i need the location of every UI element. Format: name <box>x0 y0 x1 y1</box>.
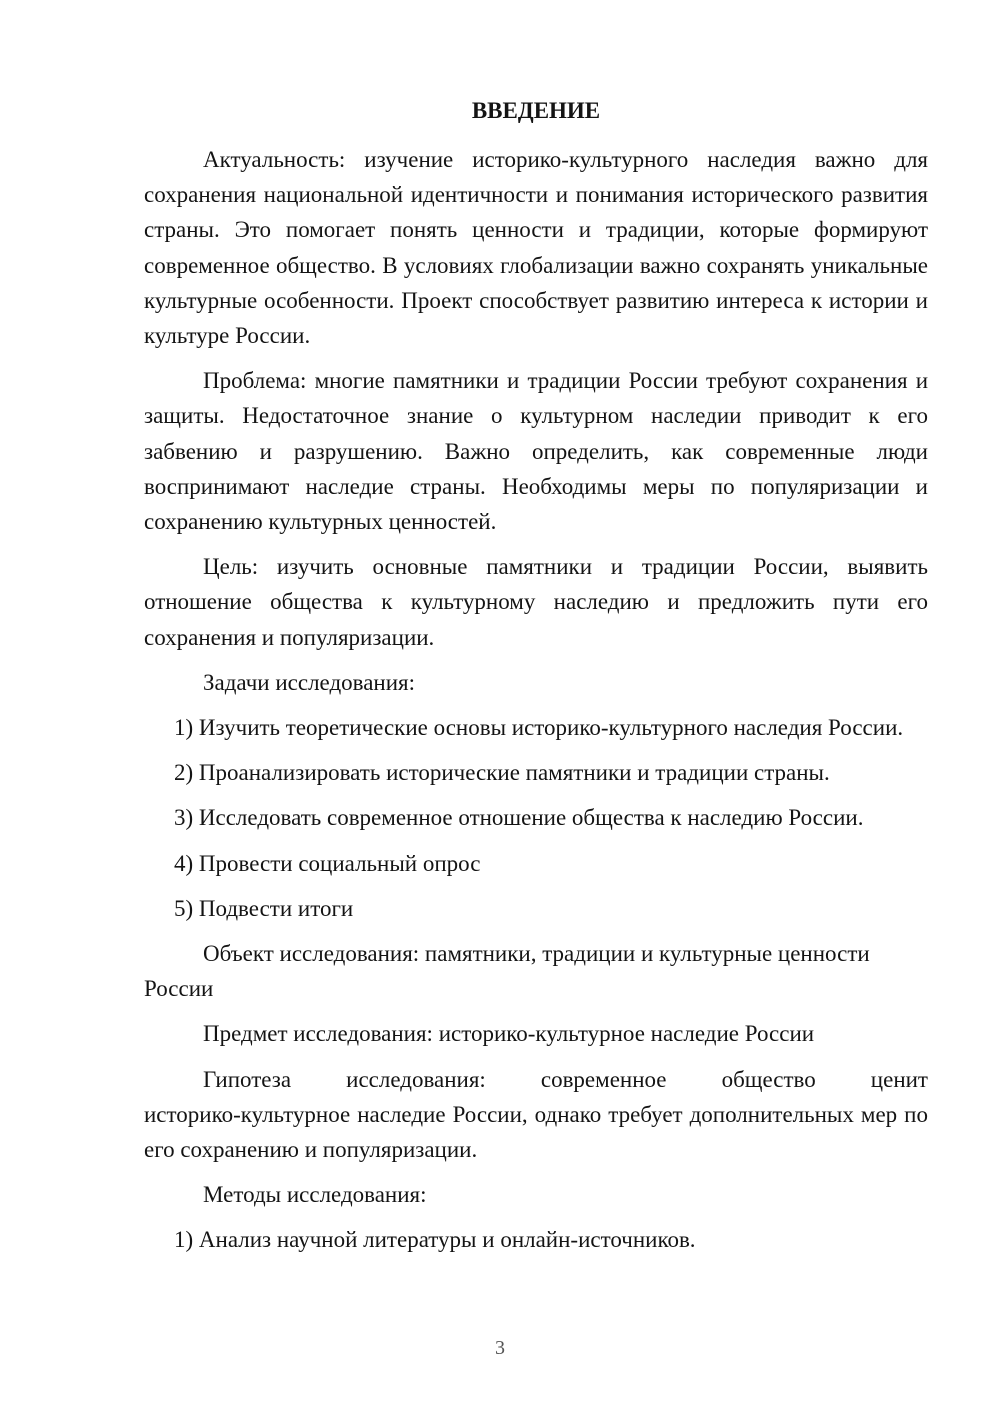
document-body <box>144 142 928 1268</box>
subject-paragraph: Предмет исследования: историко-культурное наследие России <box>203 1021 815 1047</box>
hypothesis-line-1: Гипотеза исследования: современное общество ценит <box>203 1066 928 1092</box>
page-title: ВВЕДЕНИЕ <box>471 98 601 123</box>
page-number: 3 <box>495 1337 505 1359</box>
problem-paragraph: Проблема: многие памятники и традиции России требуют сохранения и защиты. Недостаточное знание о культурном наследии приводит к его забвению и разрушению. Важно определить, как современные люди воспринимают наследие страны. Необходимы меры по популяризации и сохранению культурных ценностей. <box>144 368 928 535</box>
hypothesis-rest: историко-культурное наследие России, однако требует дополнительных мер по его сохранению и популяризации. <box>144 1101 928 1163</box>
task-item-4: 4) Провести социальный опрос <box>174 850 481 876</box>
methods-title: Методы исследования: <box>203 1182 427 1208</box>
method-item-1: 1) Анализ научной литературы и онлайн-источников. <box>174 1227 696 1253</box>
object-paragraph: Объект исследования: памятники, традиции и культурные ценности России <box>144 941 870 1002</box>
relevance-paragraph: Актуальность: изучение историко-культурного наследия важно для сохранения национальной идентичности и понимания исторического развития страны. Это помогает понять ценности и традиции, которые формируют современное общество. В условиях глобализации важно сохранять уникальные культурные особенности. Проект способствует развитию интереса к истории и культуре России. <box>144 147 928 349</box>
task-item-5: 5) Подвести итоги <box>174 895 354 921</box>
hypothesis-paragraph <box>144 1062 928 1168</box>
task-item-2: 2) Проанализировать исторические памятники и традиции страны. <box>174 760 830 786</box>
task-item-1: 1) Изучить теоретические основы историко-культурного наследия России. <box>174 715 904 741</box>
goal-paragraph: Цель: изучить основные памятники и традиции России, выявить отношение общества к культурному наследию и предложить пути его сохранения и популяризации. <box>144 554 928 650</box>
task-item-3: 3) Исследовать современное отношение общества к наследию России. <box>174 805 864 831</box>
tasks-title: Задачи исследования: <box>203 669 416 695</box>
